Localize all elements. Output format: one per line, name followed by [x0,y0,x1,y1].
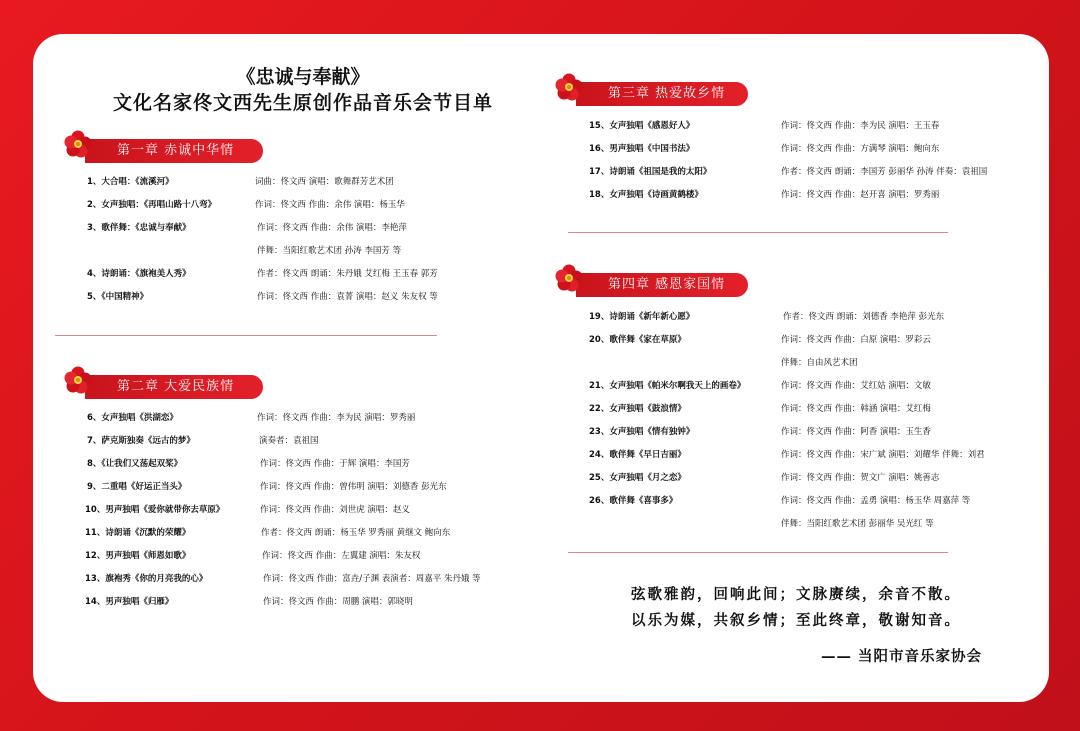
chapter-2-label: 第二章 大爱民族情 [117,379,235,394]
closing-line-2: 以乐为媒，共叙乡情；至此终章，敬谢知音。 [631,612,961,629]
program-row: 7、萨克斯独奏《远古的梦》 演奏者：袁祖国 [87,436,319,446]
program-row: 19、诗朗诵《新年新心愿》 作者：佟文西 朗诵：刘德香 李艳萍 彭光东 [589,312,945,322]
program-subtitle: 文化名家佟文西先生原创作品音乐会节目单 [112,92,493,114]
program-row: 8、《让我们又荡起双桨》 作词：佟文西 作曲：于辉 演唱：李国芳 [87,459,410,469]
flower-icon [554,263,584,293]
program-row: 13、旗袍秀《你的月亮我的心》 作词：佟文西 作曲：富垚/子渊 表演者：周嘉平 朱丹娥 等 [85,574,481,584]
chapter-2-banner [85,375,263,399]
program-row: 12、男声独唱《师恩如歌》 作词：佟文西 作曲：左翼建 演唱：朱友权 [85,551,421,561]
divider [568,552,948,553]
chapter-1-label: 第一章 赤诚中华情 [117,143,235,158]
divider [55,335,437,336]
divider [568,232,948,233]
chapter-3-label: 第三章 热爱故乡情 [608,86,726,101]
program-row: 18、女声独唱《诗画黄鹤楼》 作词：佟文西 作曲：赵开喜 演唱：罗秀丽 [589,190,940,200]
flower-icon [63,365,93,395]
program-row: 14、男声独唱《归雁》 作词：佟文西 作曲：周鹏 演唱：郭晓明 [85,597,413,607]
program-row: 1、大合唱：《流溪河》 词曲：佟文西 演唱：歌舞群芳艺术团 [87,177,394,187]
chapter-4-banner [576,273,748,297]
chapter-3-banner [576,82,748,106]
program-row: 6、女声独唱《洪湖恋》 作词：佟文西 作曲：李为民 演唱：罗秀丽 [87,413,416,423]
chapter-1-banner [85,139,263,163]
program-row: 20、歌伴舞《家在草原》 作词：佟文西 作曲：白原 演唱：罗彩云 [589,335,931,345]
flower-icon [63,129,93,159]
program-row: 25、女声独唱《月之恋》 作词：佟文西 作曲：贺文广 演唱：姚善志 [589,473,940,483]
closing-signature: —— 当阳市音乐家协会 [821,648,983,665]
program-row: 21、女声独唱《帕米尔啊我天上的画卷》 作词：佟文西 作曲：艾红姑 演唱：文敏 [589,381,931,391]
program-row: 5、《中国精神》 作词：佟文西 作曲：袁菁 演唱：赵义 朱友权 等 [87,292,438,302]
program-row: 3、歌伴舞：《忠诚与奉献》 作词：佟文西 作曲：余伟 演唱：李艳萍 [87,223,407,233]
closing-line-1: 弦歌雅韵，回响此间；文脉赓续，余音不散。 [631,586,961,603]
chapter-4-label: 第四章 感恩家国情 [608,277,726,292]
program-row: 15、女声独唱《感恩好人》 作词：佟文西 作曲：李为民 演唱：王玉春 [589,121,940,131]
program-row: 16、男声独唱《中国书法》 作词：佟文西 作曲：方满琴 演唱：鲍向东 [589,144,940,154]
program-row: 9、二重唱《好运正当头》 作词：佟文西 作曲：曾伟明 演唱：刘德香 彭光东 [87,482,447,492]
program-row: 22、女声独唱《鼓浪情》 作词：佟文西 作曲：韩涵 演唱：艾红梅 [589,404,931,414]
program-row: 2、女声独唱：《再唱山路十八弯》 作词：佟文西 作曲：余伟 演唱：杨玉华 [87,200,405,210]
flower-icon [554,72,584,102]
program-row: 17、诗朗诵《祖国是我的太阳》 作者：佟文西 朗诵：李国芳 彭丽华 孙涛 伴奏：袁祖国 [589,167,988,177]
program-title: 《忠诚与奉献》 [236,66,370,88]
program-sheet: 《忠诚与奉献》 文化名家佟文西先生原创作品音乐会节目单 第一章 赤诚中华情 1、大合唱：《流溪河》 词曲：佟文西 演唱：歌舞群芳艺术团 2、女声独唱：《再唱山路十八弯》 作词：佟文西 作曲：余伟 演唱：杨玉华 3、歌伴舞：《忠诚与奉献》 作词：佟文西 作曲：余伟 演唱：李艳萍 伴舞：当阳红歌艺术团 孙涛 李国芳 等 4、诗朗诵：《旗袍美人秀》 作者：佟文西 朗诵：朱丹娥 艾红梅 王玉春 郭芳 5、《中国精神》 作词：佟文西 作曲：袁菁 演唱：赵义 朱友权 等 第二章 大爱民族情 6、女声独唱《洪湖恋》 作词：佟文西 作曲：李为民 演唱：罗秀丽 7、萨克斯独奏《远古的梦》 演奏者：袁祖国 8、《让我们又荡起双桨》 作词：佟文西 作曲：于辉 演唱：李国芳 9、二重唱《好运正当头》 作词：佟文西 作曲：曾伟明 演唱：刘德香 彭光东 10、男声独唱《爱你就带你去草原》 作词：佟文西 作曲：刘世虎 演唱：赵义 11、诗朗诵《沉默的荣耀》 作者：佟文西 朗诵：杨玉华 罗秀丽 黄继文 鲍向东 12、男声独唱《师恩如歌》 作词：佟文西 作曲：左翼建 演唱：朱友权 13、旗袍秀《你的月亮我的心》 作词：佟文西 作曲：富垚/子渊 表演者：周嘉平 朱丹娥 等 14、男声独唱《归雁》 作词：佟文西 作曲：周鹏 演唱：郭晓明 第三章 热爱故乡情 15、女声独唱《感恩好人》 作词：佟文西 作曲：李为民 演唱：王玉春 16、男声独唱《中国书法》 作词：佟文西 作曲：方满琴 演唱：鲍向东 17、诗朗诵《祖国是我的太阳》 作者：佟文西 朗诵：李国芳 彭丽华 孙涛 伴奏：袁祖国 18、女声独唱《诗画黄鹤楼》 作词：佟文西 作曲：赵开喜 演唱：罗秀丽 第四章 感恩家国情 19、诗朗诵《新年新心愿》 作者：佟文西 朗诵：刘德香 李艳萍 彭光东 20、歌伴舞《家在草原》 作词：佟文西 作曲：白原 演唱：罗彩云 伴舞：自由风艺术团 21、女声独唱《帕米尔啊我天上的画卷》 作词：佟文西 作曲：艾红姑 演唱：文敏 22、女声独唱《鼓浪情》 作词：佟文西 作曲：韩涵 演唱：艾红梅 23、女声独唱《情有独钟》 作词：佟文西 作曲：阿香 演唱：玉生香 24、歌伴舞《早日吉丽》 作词：佟文西 作曲：宋广斌 演唱：刘耀华 伴舞：刘君 25、女声独唱《月之恋》 作词：佟文西 作曲：贺文广 演唱：姚善志 26、歌伴舞《喜事多》 作词：佟文西 作曲：孟勇 演唱：杨玉华 周嘉萍 等 伴舞：当阳红歌艺术团 彭丽华 吴光红 等 弦歌雅韵，回响此间；文脉赓续，余音不散。 以乐为媒，共叙乡情；至此终章，敬谢知音。 —— 当阳市音乐家协会 [33,34,1049,702]
program-row: 24、歌伴舞《早日吉丽》 作词：佟文西 作曲：宋广斌 演唱：刘耀华 伴舞：刘君 [589,450,985,460]
program-row: 10、男声独唱《爱你就带你去草原》 作词：佟文西 作曲：刘世虎 演唱：赵义 [85,505,410,515]
program-row: 23、女声独唱《情有独钟》 作词：佟文西 作曲：阿香 演唱：玉生香 [589,427,931,437]
program-row: 11、诗朗诵《沉默的荣耀》 作者：佟文西 朗诵：杨玉华 罗秀丽 黄继文 鲍向东 [85,528,451,538]
program-row: 26、歌伴舞《喜事多》 作词：佟文西 作曲：孟勇 演唱：杨玉华 周嘉萍 等 [589,496,971,506]
program-row: 4、诗朗诵：《旗袍美人秀》 作者：佟文西 朗诵：朱丹娥 艾红梅 王玉春 郭芳 [87,269,438,279]
